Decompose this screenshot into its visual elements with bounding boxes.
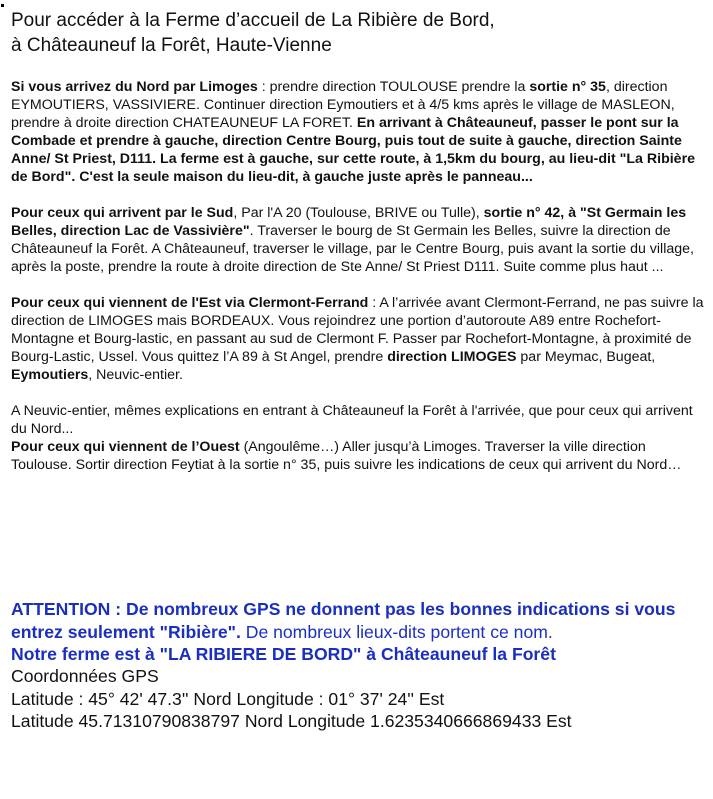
corner-mark — [1, 4, 4, 7]
sud-heading: Pour ceux qui arrivent par le Sud — [11, 205, 234, 221]
gps-coordinates — [11, 665, 572, 733]
nord-text-2: , direction EYMOUTIERS, VASSIVIERE. Continuer direction Eymoutiers et à 4/5 kms après le village de MASLEON, prendre à droite direction CHATEAUNEUF LA FORET. — [11, 79, 675, 131]
warning-bold: ATTENTION : De nombreux GPS ne donnent pas les bonnes indications si vous entrez seulement "Ribière". — [11, 599, 676, 642]
nord-text-1: : prendre direction TOULOUSE prendre la — [257, 79, 530, 95]
directions-neuvic: A Neuvic-entier, mêmes explications en entrant à Châteauneuf la Forêt à l'arrivée, que pour ceux qui arrivent du Nord... — [11, 403, 693, 437]
directions-body — [11, 78, 705, 474]
est-eymoutiers: Eymoutiers — [11, 367, 89, 383]
gps-heading: Coordonnées GPS — [11, 666, 159, 686]
ouest-text: (Angoulême…) Aller jusqu’à Limoges. Traverser la ville direction Toulouse. Sortir direction Feytiat à la sortie n° 35, puis suivre les indications de ceux qui arrivent du Nord… — [11, 439, 682, 473]
directions-nord — [11, 78, 705, 186]
sud-text-2: . Traverser le bourg de St Germain les Belles, suivre la direction de Châteauneuf la Forêt. A Châteauneuf, traverser le village, par le Centre Bourg, puis avant la sortie du village, après la poste, prendre la route à droite direction de Ste Anne/ St Priest D111. Suite comme plus haut ... — [11, 223, 694, 275]
directions-sud — [11, 204, 705, 276]
title-line-1: Pour accéder à la Ferme d’accueil de La Ribière de Bord, — [11, 10, 495, 31]
est-direction: direction LIMOGES — [387, 349, 517, 365]
est-heading: Pour ceux qui viennent de l'Est via Clermont-Ferrand — [11, 295, 369, 311]
directions-ouest — [11, 438, 705, 474]
est-text-1: : A l’arrivée avant Clermont-Ferrand, ne pas suivre la direction de LIMOGES mais BORDEAUX. Vous rejoindrez une portion d’autoroute A89 entre Rochefort-Montagne et Bourg-lastic, en passant au sud de Clermont F. Passer par Rochefort-Montagne, à proximité de Bourg-Lastic, Ussel. Vous quittez l’A 89 à St Angel, prendre — [11, 295, 704, 365]
sud-text-1: , Par l'A 20 (Toulouse, BRIVE ou Tulle), — [233, 205, 484, 221]
gps-warning — [11, 598, 705, 666]
warning-text: De nombreux lieux-dits portent ce nom. — [240, 621, 553, 642]
sud-exit: sortie n° 42, à "St Germain les Belles, direction Lac de Vassivière" — [11, 205, 687, 239]
ouest-heading: Pour ceux qui viennent de l’Ouest — [11, 439, 240, 455]
est-text-3: , Neuvic-entier. — [88, 367, 183, 383]
gps-decimal: Latitude 45.71310790838797 Nord Longitude 1.6235340666869433 Est — [11, 711, 572, 731]
farm-location: Notre ferme est à "LA RIBIERE DE BORD" à Châteauneuf la Forêt — [11, 644, 556, 664]
nord-bold-instructions: En arrivant à Châteauneuf, passer le pont sur la Combade et prendre à gauche, direction Centre Bourg, puis tout de suite à gauche, direction Sainte Anne/ St Priest, D111. La ferme est à gauche, sur cette route, à 1,5km du bourg, au lieu-dit "La Ribière de Bord". C'est la seule maison du lieu-dit, à gauche juste après le panneau... — [11, 115, 695, 185]
page-title — [11, 8, 495, 58]
gps-dms: Latitude : 45° 42' 47.3'' Nord Longitude : 01° 37' 24'' Est — [11, 688, 445, 709]
directions-est — [11, 294, 705, 384]
est-text-2: par Meymac, Bugeat, — [516, 349, 656, 365]
nord-heading: Si vous arrivez du Nord par Limoges — [11, 79, 258, 95]
title-line-2: à Châteauneuf la Forêt, Haute-Vienne — [11, 35, 332, 56]
nord-exit: sortie n° 35 — [529, 79, 606, 95]
